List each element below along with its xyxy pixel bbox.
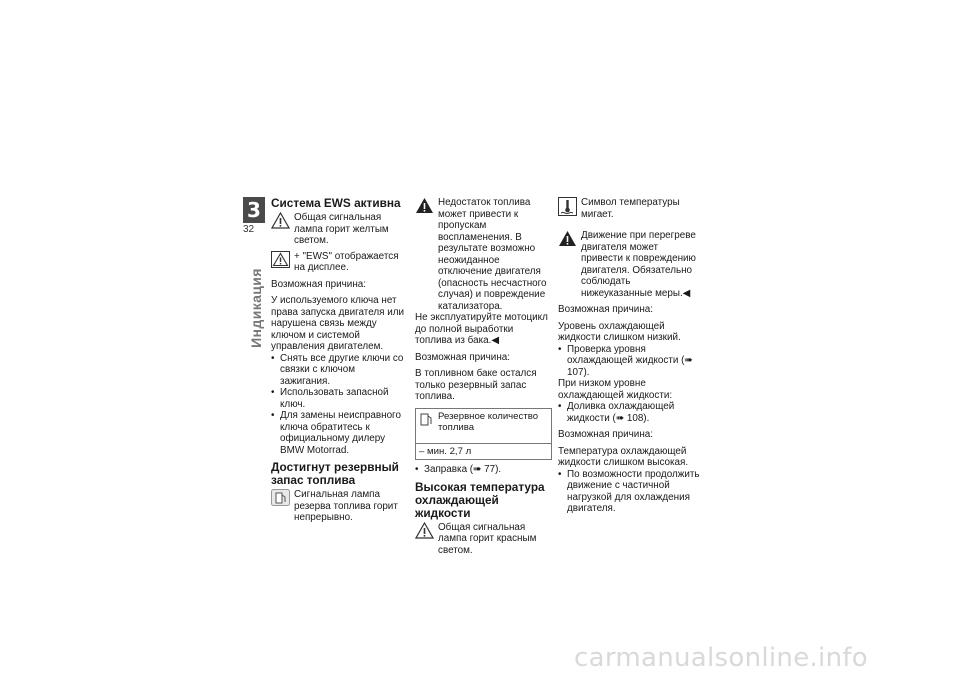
list-item: • По возможности продолжить движение с частичной нагрузкой для охлаждения двигателя. [558,468,700,514]
heading-reserve: Достигнут резервный запас топлива [271,460,399,487]
warning-text: Движение при перегреве двигателя может привести к повреждению двигателя. Обязательно соблюдать нижеуказанные меры.◀ [581,230,696,299]
cause-label: Возможная причина: [415,351,511,363]
list-item: • Проверка уровня охлаждающей жидкости (➠ 107). [558,343,693,378]
table-header: Резервное количество топлива [438,410,539,433]
column-3 [558,197,701,515]
reserve-table [415,408,552,461]
watermark: carmanualsonline.info [574,643,869,673]
cause-text-1: Уровень охлаждающей жидкости слишком низкий. [558,320,681,343]
general-warning-light-icon [271,212,290,229]
warning-text: Недостаток топлива может привести к пропускам воспламенения. В результате возможно неожиданное отключение двигателя (опасность несчастного случая) и повреждение катализатора. [438,197,547,312]
fuel-tank-icon [419,411,434,427]
warning-icon [558,230,577,247]
coolant-temperature-icon [558,197,577,216]
list-item: • Доливка охлаждающей жидкости (➠ 108). [558,401,675,424]
ews-text-1: Общая сигнальная лампа горит желтым светом. [294,212,389,246]
cause-text: В топливном баке остался только резервный запас топлива. [415,368,537,402]
list-item: • Для замены неисправного ключа обратитесь к официальному дилеру BMW Motorrad. [271,410,401,456]
heading-temperature: Высокая температура охлаждающей жидкости [415,479,545,520]
page-number: 32 [243,224,255,235]
list-item: • Использовать запасной ключ. [271,387,389,410]
ews-text-2: + "EWS" отображается на дисплее. [294,250,399,273]
chapter-number: 3 [243,197,265,223]
reserve-text: Сигнальная лампа резерва топлива горит непрерывно. [294,489,398,523]
warning-icon [415,197,434,214]
cause-text-2: Температура охлаждающей жидкости слишком высокая. [558,445,689,468]
fuel-reserve-icon [271,489,290,506]
general-warning-light-icon [415,522,434,539]
list-item: • Снять все другие ключи со связки с ключом зажигания. [271,352,404,387]
warning-text-2: Не эксплуатируйте мотоцикл до полной выработки топлива из бака.◀ [415,312,548,346]
cause-label-1: Возможная причина: [558,304,654,315]
column-1 [271,197,404,524]
cause-label: Возможная причина: [271,278,367,290]
heading-ews: Система EWS активна [271,196,401,210]
cause-text: У используемого ключа нет права запуска двигателя или нарушена связь между ключом и системой управления двигателем. [271,295,405,352]
cause-label-2: Возможная причина: [558,429,654,440]
table-value: – мин. 2,7 л [416,443,552,460]
column-2 [415,197,552,556]
caution-icon [271,251,290,268]
list-item: • Заправка (➠ 77). [415,464,502,475]
symbol-text: Символ температуры мигает. [581,197,680,220]
section-title: Индикация [248,268,264,348]
low-level-text: При низком уровне охлаждающей жидкости: [558,378,673,401]
temperature-text: Общая сигнальная лампа горит красным светом. [438,521,537,556]
